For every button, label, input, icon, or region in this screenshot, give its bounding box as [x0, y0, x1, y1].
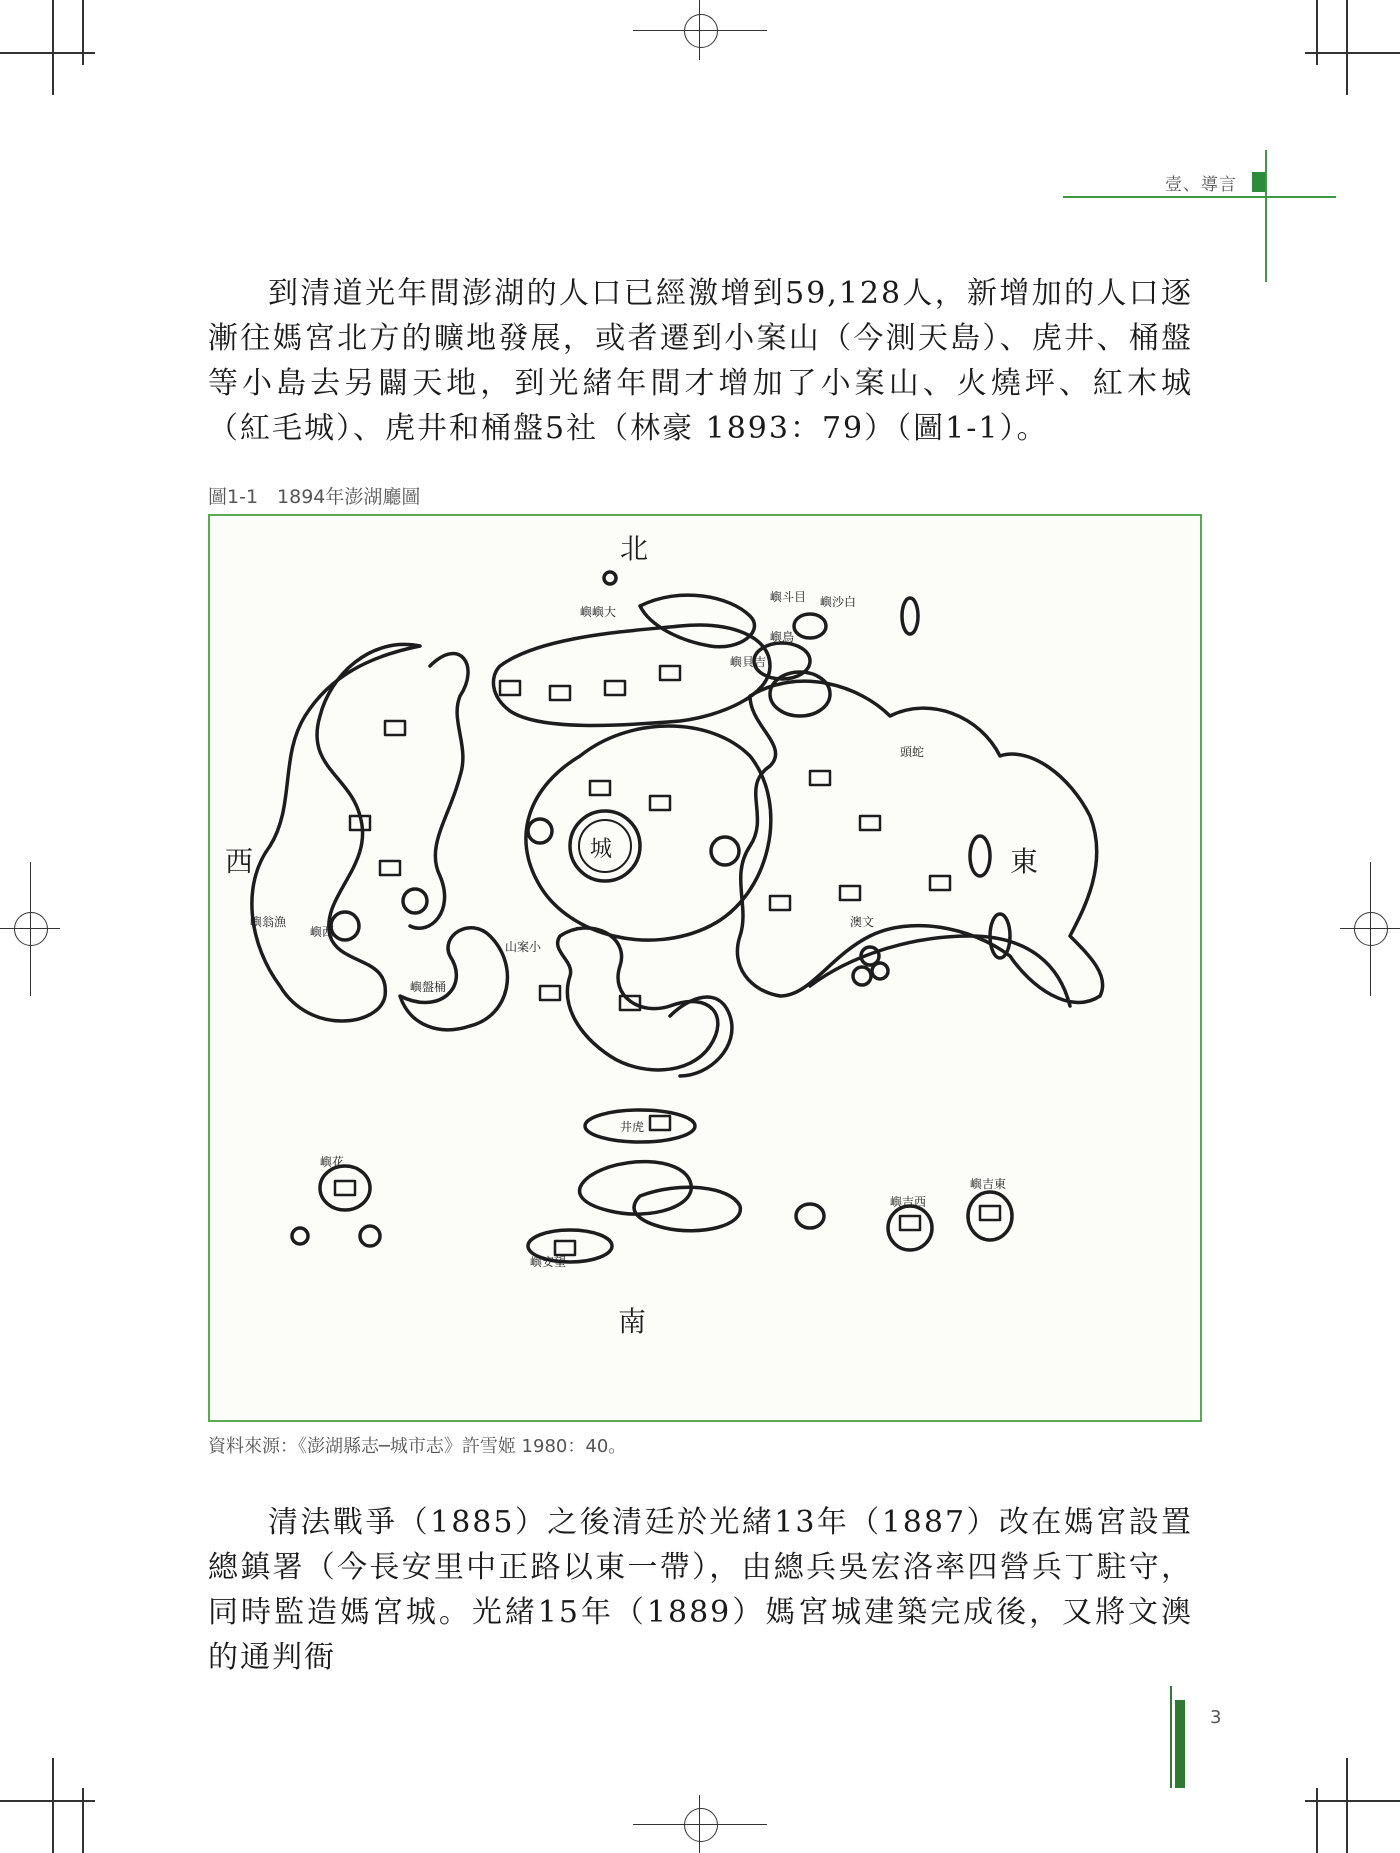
crop-mark	[1346, 1758, 1348, 1853]
village-marker	[500, 681, 520, 695]
penghu-map	[210, 516, 1200, 1420]
coastline	[400, 928, 507, 1030]
village-marker	[770, 896, 790, 910]
island-small	[872, 963, 888, 979]
crop-mark	[52, 1758, 54, 1853]
crop-mark	[0, 52, 95, 54]
header-rule-horizontal	[1063, 196, 1336, 198]
registration-mark	[30, 862, 31, 996]
village-marker	[860, 816, 880, 830]
island-small	[853, 967, 871, 985]
main-island-west	[252, 644, 420, 1021]
island-small	[292, 1228, 308, 1244]
north-island	[493, 625, 770, 725]
village-marker	[540, 986, 560, 1000]
crop-mark	[0, 1800, 95, 1802]
page-number: 3	[1210, 1707, 1222, 1728]
village-marker	[555, 1241, 575, 1255]
island-small	[604, 572, 616, 584]
village-marker	[590, 781, 610, 795]
place-label: 嶼吉西	[890, 1195, 927, 1209]
compass-west: 西	[225, 845, 254, 878]
place-label: 頭蛇	[900, 745, 925, 759]
coastline	[810, 936, 1070, 1006]
island-jibei	[794, 614, 826, 638]
village-marker	[650, 796, 670, 810]
place-label: 嶼斗目	[770, 590, 807, 604]
crop-mark	[1305, 1800, 1400, 1802]
compass-south: 南	[618, 1305, 647, 1338]
north-island-east	[640, 595, 754, 647]
place-label: 嶼西	[310, 925, 335, 939]
fort	[331, 912, 359, 940]
village-marker	[840, 886, 860, 900]
place-label: 嶼沙白	[820, 595, 857, 609]
village-marker	[550, 686, 570, 700]
city-label: 城	[590, 837, 613, 862]
village-marker	[385, 721, 405, 735]
header-rule-vertical	[1265, 150, 1267, 282]
east-island	[737, 681, 1102, 1002]
header-marker	[1252, 172, 1265, 192]
crop-mark	[1305, 52, 1400, 54]
place-label: 嶼安望	[530, 1255, 567, 1269]
compass-north: 北	[620, 532, 649, 565]
coastline	[670, 997, 732, 1076]
village-marker	[335, 1181, 355, 1195]
figure-source: 資料來源：《澎湖縣志─城市志》許雪姬 1980：40。	[208, 1436, 627, 1457]
crop-mark	[82, 1788, 84, 1853]
village-marker	[605, 681, 625, 695]
island-xiji	[888, 1206, 932, 1250]
village-marker	[650, 1116, 670, 1130]
island-small	[902, 598, 918, 634]
village-marker	[980, 1206, 1000, 1220]
island-yuweng	[970, 836, 990, 876]
island-small	[796, 1204, 824, 1228]
central-island	[526, 726, 771, 940]
registration-mark	[699, 1795, 700, 1853]
paragraph-text: 到清道光年間澎湖的人口已經激增到59,128人，新增加的人口逐漸往媽宮北方的曠地發展，或者遷到小案山（今測天島）、虎井、桶盤等小島去另闢天地，到光緒年間才增加了小案山、火燒坪、紅木城（紅毛城）、虎井和桶盤5社（林豪 1893：79）（圖1-1）。	[208, 276, 1193, 446]
place-label: 井虎	[620, 1120, 645, 1134]
fort	[403, 889, 427, 913]
compass-east: 東	[1010, 845, 1039, 878]
body-paragraph-2	[208, 1500, 1193, 1680]
running-header: 壹、導言	[1165, 175, 1237, 195]
body-paragraph-1	[208, 271, 1193, 451]
crop-mark	[1316, 1788, 1318, 1853]
island-huajiao	[320, 1166, 370, 1210]
figure-caption: 圖1-1 1894年澎湖廳圖	[208, 486, 421, 508]
page-number-rule	[1170, 1686, 1172, 1788]
village-marker	[930, 876, 950, 890]
place-label: 嶼嶼大	[580, 605, 617, 619]
island-xiaoan	[634, 1187, 740, 1230]
place-label: 嶼鳥	[770, 630, 795, 644]
village-marker	[660, 666, 680, 680]
crop-mark	[1346, 0, 1348, 95]
registration-mark	[699, 0, 700, 60]
paragraph-text: 清法戰爭（1885）之後清廷於光緒13年（1887）改在媽宮設置總鎮署（今長安里中正路以東一帶），由總兵吳宏洛率四營兵丁駐守，同時監造媽宮城。光緒15年（1889）媽宮城建築完成後，又將文澳的通判衙	[208, 1505, 1193, 1675]
village-marker	[900, 1216, 920, 1230]
crop-mark	[1316, 0, 1318, 65]
island-dongji	[968, 1192, 1012, 1240]
crop-mark	[52, 0, 54, 95]
island-small	[360, 1226, 380, 1246]
place-label: 嶼翁漁	[250, 915, 287, 929]
place-label: 嶼貝吉	[730, 655, 767, 669]
fort	[528, 819, 552, 843]
coastline	[410, 654, 468, 929]
fort	[711, 837, 739, 865]
place-label: 嶼花	[320, 1155, 345, 1169]
place-label: 澳文	[850, 915, 875, 929]
place-label: 山案小	[505, 940, 542, 954]
village-marker	[810, 771, 830, 785]
map-figure	[208, 514, 1202, 1422]
place-label: 嶼吉東	[970, 1177, 1007, 1191]
crop-mark	[82, 0, 84, 65]
village-marker	[380, 861, 400, 875]
registration-mark	[1370, 862, 1371, 996]
page-number-marker	[1175, 1700, 1185, 1788]
place-label: 嶼盤桶	[410, 980, 447, 994]
